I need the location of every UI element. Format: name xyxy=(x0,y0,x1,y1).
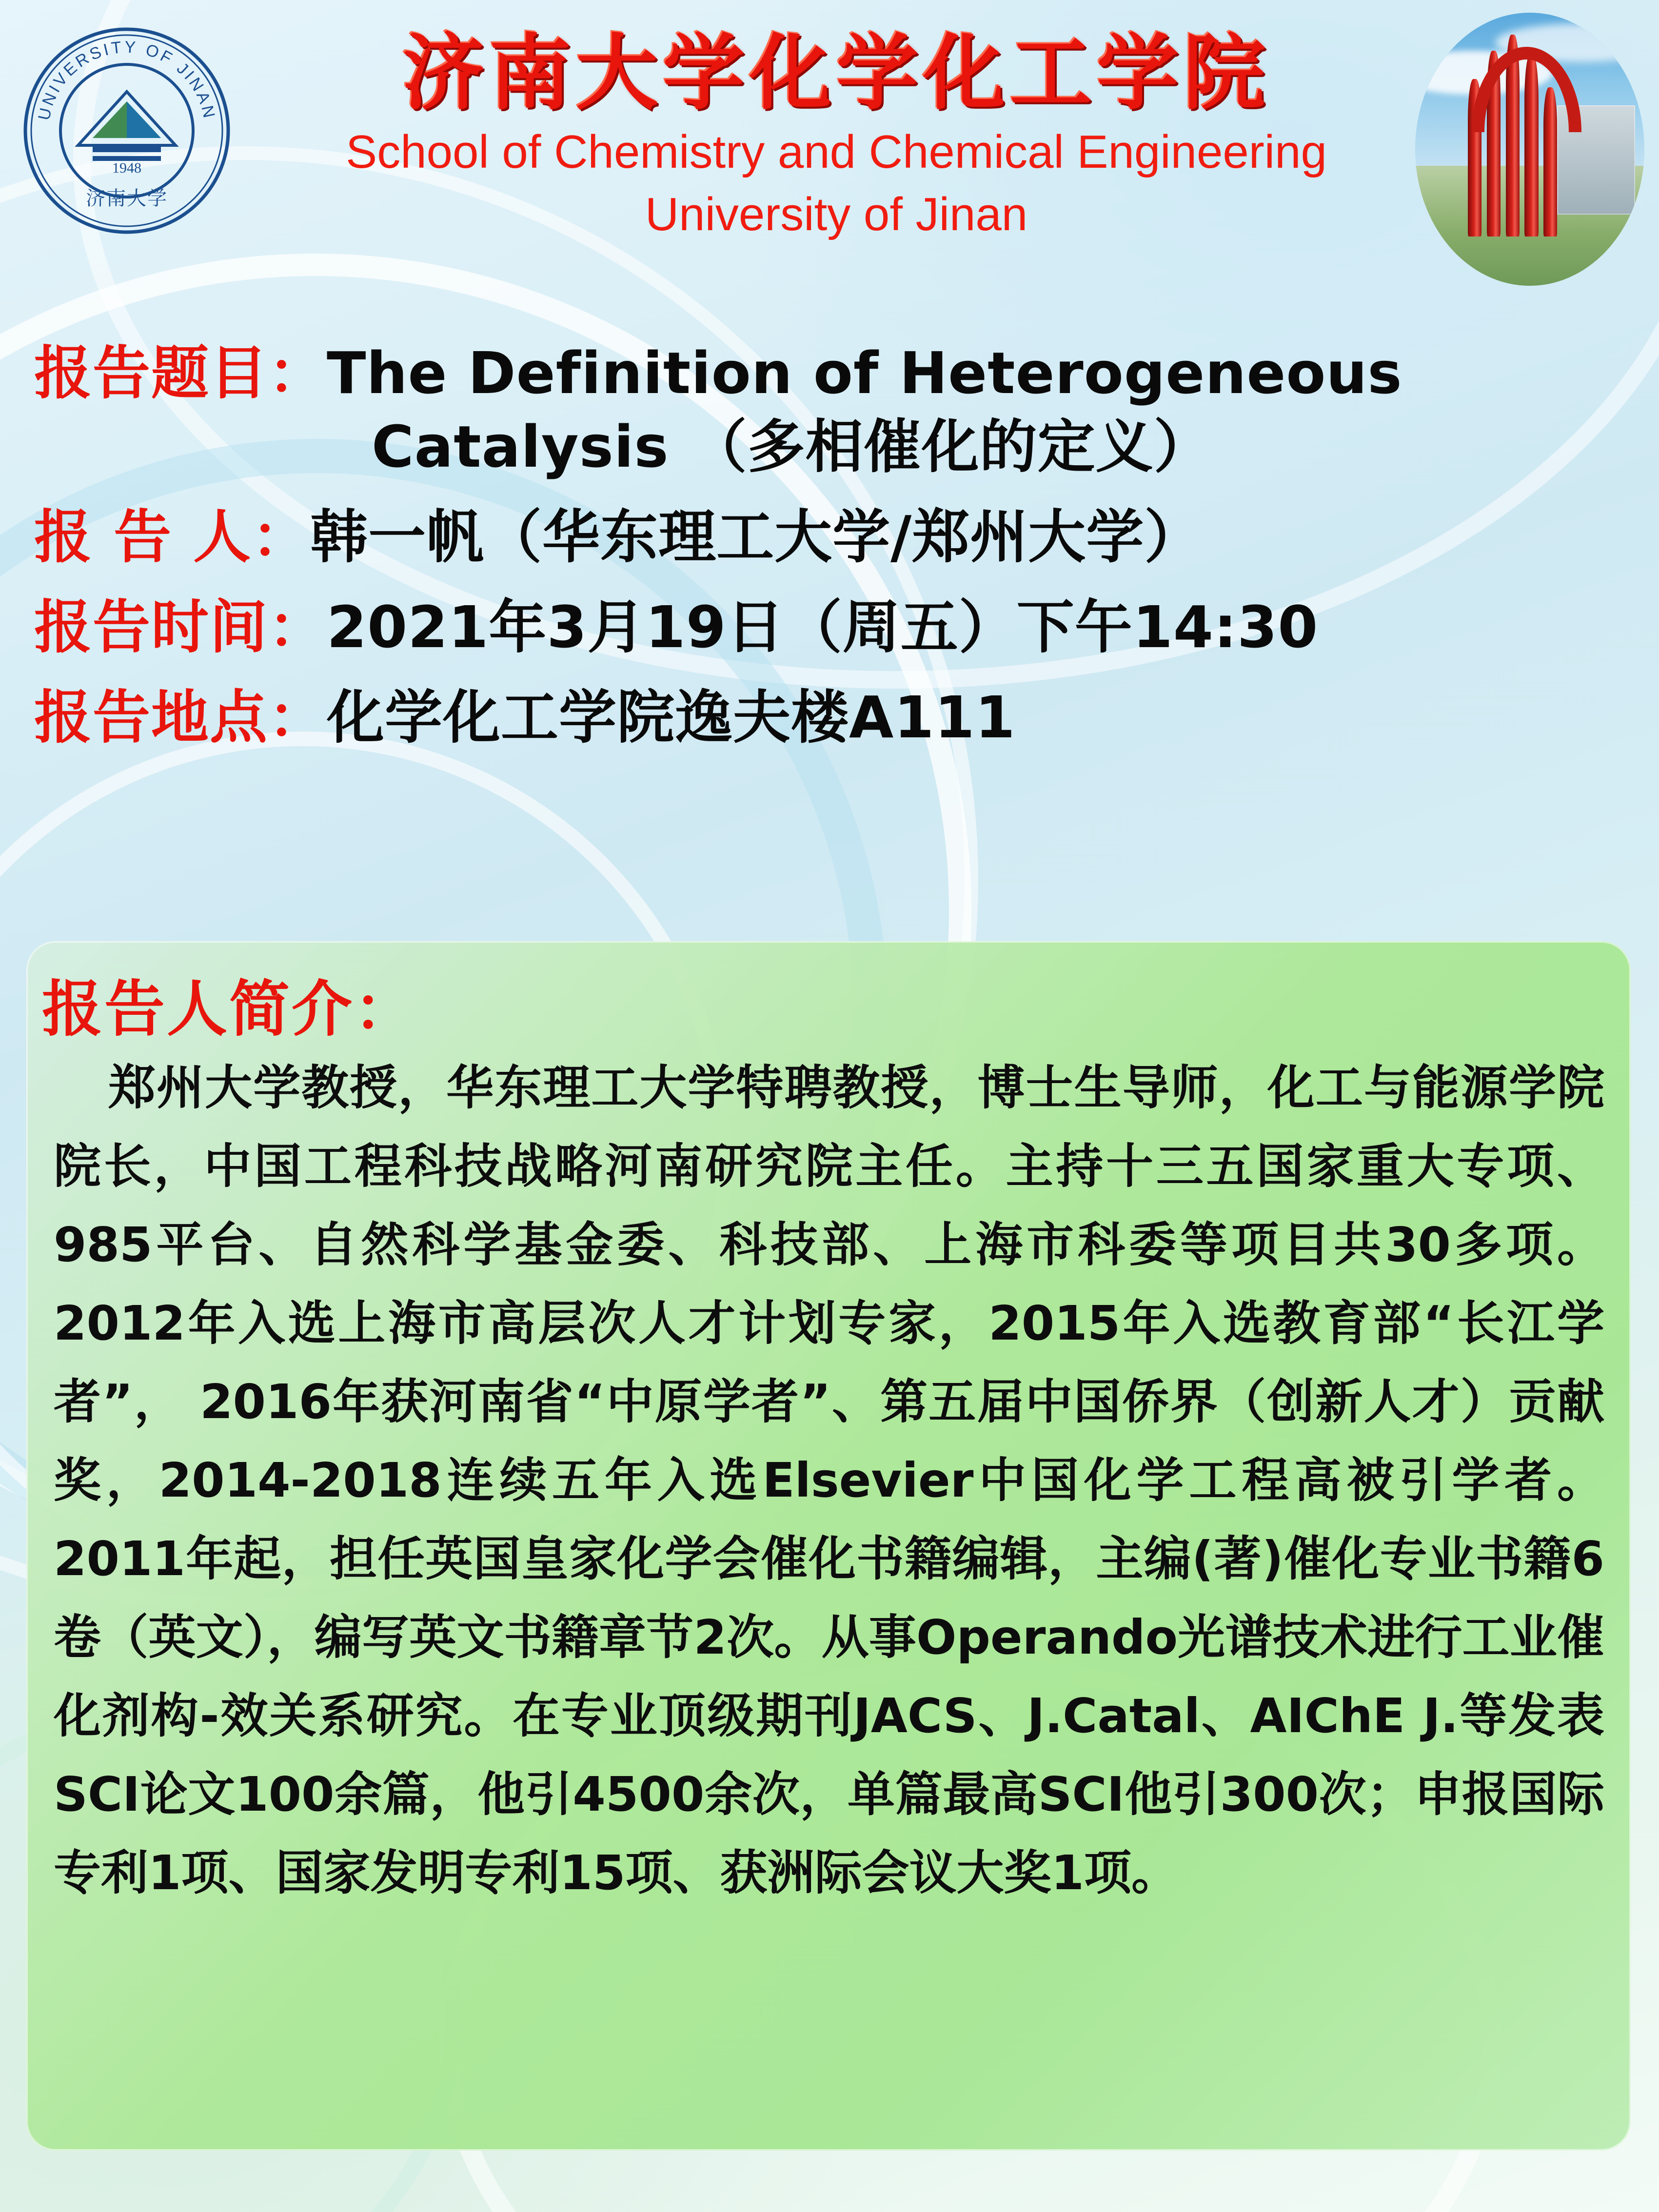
info-row-time xyxy=(34,591,1634,664)
info-value-location: 化学化工学院逸夫楼A111 xyxy=(327,684,1016,751)
info-value-topic xyxy=(327,336,1634,484)
sculpture-arc xyxy=(1472,47,1581,132)
info-label-speaker: 报 告 人： xyxy=(34,503,311,571)
info-value-speaker: 韩一帆（华东理工大学/郑州大学） xyxy=(310,503,1203,571)
info-row-location xyxy=(34,681,1634,754)
school-title-en-line1: School of Chemistry and Chemical Engineering xyxy=(346,126,1327,178)
school-title-cn: 济南大学化学化工学院 xyxy=(402,25,1270,121)
university-seal-icon xyxy=(20,23,234,238)
poster-header xyxy=(0,0,1659,312)
info-label-time: 报告时间： xyxy=(34,593,327,661)
speaker-bio-heading: 报告人简介： xyxy=(42,974,417,1045)
school-title-en-line2: University of Jinan xyxy=(645,188,1028,240)
info-row-speaker xyxy=(34,500,1634,574)
header-title-block xyxy=(234,25,1439,242)
campus-photo xyxy=(1415,13,1644,286)
speaker-bio-text: 郑州大学教授，华东理工大学特聘教授，博士生导师，化工与能源学院院长，中国工程科技战略河南研究院主任。主持十三五国家重大专项、985平台、自然科学基金委、科技部、上海市科委等项目共30多项。2012年入选上海市高层次人才计划专家，2015年入选教育部“长江学者”， 2016年获河南省“中原学者”、第五届中国侨界（创新人才）贡献奖，2014-2018连续五年入选Elsevier中国化学工程高被引学者。2011年起，担任英国皇家化学会催化书籍编辑，主编(著)催化专业书籍6卷（英文），编写英文书籍章节2次。从事Operando光谱技术进行工业催化剂构-效关系研究。在专业顶级期刊JACS、J.Catal、AIChE J.等发表SCI论文100余篇，他引4500余次，单篇最高SCI他引300次；申报国际专利1项、国家发明专利15项、获洲际会议大奖1项。 xyxy=(54,1060,1604,1901)
info-label-location: 报告地点： xyxy=(34,684,327,751)
info-value-time: 2021年3月19日（周五）下午14:30 xyxy=(327,593,1319,661)
svg-text:1948: 1948 xyxy=(112,160,141,176)
info-label-topic: 报告题目： xyxy=(34,339,327,407)
svg-text:UNIVERSITY OF JINAN: UNIVERSITY OF JINAN xyxy=(35,38,219,122)
svg-text:济南大学: 济南大学 xyxy=(86,187,168,210)
info-value-topic-line2: Catalysis （多相催化的定义） xyxy=(372,413,1212,481)
info-value-topic-line1: The Definition of Heterogeneous xyxy=(327,339,1402,407)
photo-sculpture xyxy=(1465,35,1571,237)
info-row-topic xyxy=(34,336,1634,484)
seminar-info-list xyxy=(34,336,1634,771)
